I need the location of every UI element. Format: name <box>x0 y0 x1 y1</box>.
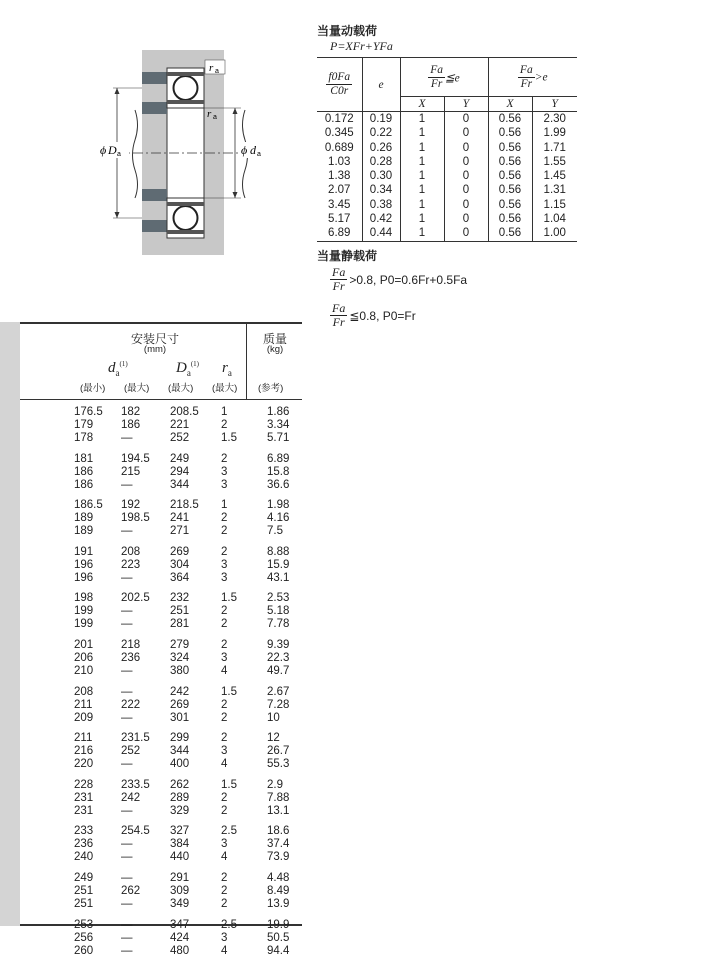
mounting-cell: 384 <box>170 838 190 851</box>
mounting-cell: 186 <box>121 419 141 431</box>
load-table-cell: 0.28 <box>362 155 400 169</box>
header-fa-fr-le-e: $\frac{Fa}{Fr}$ ≦e <box>400 58 488 97</box>
mounting-cell: 182 <box>121 406 141 418</box>
load-table-cell: 0.34 <box>362 183 400 197</box>
mounting-cell: 228 <box>74 778 94 791</box>
mounting-cell: — <box>121 711 133 724</box>
mounting-cell: 380 <box>170 665 190 677</box>
load-table-cell: 1 <box>400 155 444 169</box>
mounting-cell: — <box>121 525 133 538</box>
mounting-cell: 1.86 <box>267 406 290 418</box>
mounting-cell: 4 <box>221 758 228 771</box>
mounting-cell: 4 <box>221 851 228 864</box>
dynamic-load-table <box>317 57 577 242</box>
mounting-cell: 13.9 <box>267 898 290 910</box>
mounting-cell: 233.5 <box>121 778 150 791</box>
mounting-cell: 191 <box>74 545 94 558</box>
load-table-cell: 0.56 <box>488 112 532 127</box>
mounting-cell: 279 <box>170 639 190 651</box>
mounting-cell: 232 <box>170 592 190 605</box>
mounting-cell: 2.67 <box>267 685 290 698</box>
mounting-cell: 233 <box>74 825 94 838</box>
load-table-cell: 0 <box>444 183 488 197</box>
mounting-cell: 26.7 <box>267 745 290 758</box>
mounting-cell: 252 <box>121 745 141 758</box>
load-table-cell: 0.22 <box>362 126 400 140</box>
load-table-cell: 1 <box>400 198 444 212</box>
mounting-cell: 2 <box>221 639 228 651</box>
col-ra-max: (最大) <box>212 383 238 394</box>
mounting-cell: 294 <box>170 465 190 478</box>
load-table-cell: 1.00 <box>532 226 577 241</box>
mounting-cell: 13.1 <box>267 804 290 817</box>
mounting-cell: 7.78 <box>267 618 290 631</box>
mounting-cell: 289 <box>170 791 190 804</box>
mounting-cell: 181 <box>74 452 94 465</box>
load-table-row <box>317 126 577 140</box>
Da-phi-label: ϕ <box>100 143 107 157</box>
mounting-cell: 3 <box>221 465 228 478</box>
mounting-cell: 55.3 <box>267 758 290 771</box>
mounting-cell: 269 <box>170 698 190 711</box>
load-table-row <box>317 112 577 127</box>
load-table-cell: 1.15 <box>532 198 577 212</box>
load-table-cell: 0.56 <box>488 183 532 197</box>
mounting-cell: 2.5 <box>221 918 237 931</box>
load-table-cell: 0.56 <box>488 126 532 140</box>
mounting-cell: 2 <box>221 512 228 525</box>
mounting-cell: 260 <box>74 944 94 957</box>
mounting-cell: 242 <box>170 685 190 698</box>
mounting-cell: 1.98 <box>267 499 290 512</box>
mounting-cell: 211 <box>74 732 93 745</box>
mounting-cell: 2 <box>221 711 228 724</box>
mounting-cell: 10 <box>267 711 280 724</box>
mounting-cell: 254.5 <box>121 825 150 838</box>
bearing-mounting-diagram <box>95 50 275 255</box>
mounting-cell: 3 <box>221 745 228 758</box>
mounting-cell: 223 <box>121 558 141 571</box>
mounting-cell: 349 <box>170 898 190 910</box>
mounting-cell: 208 <box>121 545 141 558</box>
load-table-cell: 0 <box>444 126 488 140</box>
mounting-cell: 2 <box>221 732 228 745</box>
mounting-cell: 179 <box>74 419 94 431</box>
mounting-cell: 36.6 <box>267 478 290 491</box>
mounting-cell: 480 <box>170 944 190 957</box>
load-table-cell: 1.99 <box>532 126 577 140</box>
mounting-cell: 22.3 <box>267 652 290 664</box>
mounting-cell: 262 <box>121 885 141 897</box>
col-da-min: (最小) <box>80 383 106 394</box>
mounting-cell: 208 <box>74 685 94 698</box>
mounting-cell: — <box>121 665 133 677</box>
mounting-cell: 344 <box>170 745 190 758</box>
load-table-cell: 6.89 <box>317 226 362 241</box>
mounting-cell: 3 <box>221 478 228 491</box>
mounting-cell: 7.5 <box>267 525 283 538</box>
da-subscript: a <box>257 151 261 158</box>
load-table-cell: 1.71 <box>532 141 577 155</box>
mass-unit: (kg) <box>266 344 284 355</box>
load-table-cell: 1 <box>400 141 444 155</box>
mounting-cell: 3 <box>221 931 228 944</box>
mounting-cell: 231 <box>74 804 94 817</box>
mounting-cell: 347 <box>170 918 190 931</box>
load-table-cell: 0 <box>444 155 488 169</box>
mounting-cell: — <box>121 931 133 944</box>
load-table-cell: 1 <box>400 212 444 226</box>
mounting-cell: 236 <box>121 652 141 664</box>
mounting-cell: 251 <box>74 898 94 910</box>
load-table-cell: 1 <box>400 126 444 140</box>
mounting-cell: 281 <box>170 618 190 631</box>
mounting-cell: 8.88 <box>267 545 290 558</box>
da-label: d <box>250 143 256 157</box>
mounting-cell: 15.9 <box>267 558 290 571</box>
load-table-row <box>317 155 577 169</box>
mounting-cell: — <box>121 804 133 817</box>
mounting-cell: 1.5 <box>221 778 237 791</box>
mounting-cell: 1.5 <box>221 592 237 605</box>
col-Da-max: (最大) <box>168 383 194 394</box>
mounting-dimensions-table <box>20 322 302 957</box>
mounting-cell: 3.34 <box>267 419 290 431</box>
header-e: e <box>362 58 400 112</box>
dynamic-load-title: 当量动载荷 <box>317 24 378 38</box>
mounting-cell: 7.28 <box>267 698 290 711</box>
mass-title: 质量 <box>262 332 287 346</box>
mounting-cell: 186 <box>74 465 94 478</box>
mounting-cell: — <box>121 918 133 931</box>
mounting-cell: 440 <box>170 851 190 864</box>
ra-top-label: r <box>209 62 214 74</box>
mounting-cell: 4.16 <box>267 512 290 525</box>
mounting-cell: 43.1 <box>267 571 290 584</box>
load-table-cell: 1.55 <box>532 155 577 169</box>
mounting-cell: — <box>121 944 133 957</box>
load-table-cell: 1.03 <box>328 155 351 168</box>
mounting-cell: — <box>121 851 133 864</box>
mounting-cell: 1 <box>221 406 228 418</box>
mounting-cell: 252 <box>170 432 190 444</box>
mounting-cell: 2 <box>221 898 228 910</box>
mounting-cell: 3 <box>221 838 228 851</box>
static-load-condition-2: $\frac{Fa}{Fr}$ ≦0.8, P0=Fr <box>332 301 416 329</box>
mounting-cell: 186 <box>74 478 94 491</box>
load-table-cell: 1.38 <box>328 170 351 183</box>
mounting-cell: 2 <box>221 698 228 711</box>
mounting-cell: 1.5 <box>221 685 237 698</box>
col-mass-ref: (参考) <box>258 383 284 394</box>
mounting-cell: 218 <box>121 639 141 651</box>
mounting-cell: 5.18 <box>267 605 290 618</box>
mounting-cell: 215 <box>121 465 141 478</box>
mounting-cell: 198.5 <box>121 512 150 525</box>
mounting-unit: (mm) <box>143 344 167 355</box>
header-fa-fr-gt-e: $\frac{Fa}{Fr}$ >e <box>488 58 577 97</box>
load-table-cell: 1 <box>400 226 444 241</box>
mounting-cell: 2 <box>221 419 228 431</box>
ra-top-subscript: a <box>215 68 219 75</box>
header-f0Fa-C0r: $\frac{f0Fa}{C0r}$ <box>317 58 362 112</box>
mounting-cell: 3 <box>221 571 228 584</box>
mounting-cell: 242 <box>121 791 141 804</box>
mounting-cell: 2 <box>221 872 228 884</box>
mounting-cell: 194.5 <box>121 452 150 465</box>
mounting-cell: — <box>121 432 133 444</box>
load-table-cell: 0 <box>444 141 488 155</box>
load-table-cell: 0 <box>444 198 488 212</box>
mounting-cell: 309 <box>170 885 190 897</box>
load-table-row <box>317 141 577 155</box>
mounting-cell: 5.71 <box>267 432 290 444</box>
mounting-cell: 178 <box>74 432 94 444</box>
load-table-cell: 2.07 <box>328 184 351 197</box>
mounting-cell: 299 <box>170 732 190 745</box>
mounting-cell: 201 <box>74 639 94 651</box>
mounting-cell: 2.5 <box>221 825 237 838</box>
load-table-row <box>317 226 577 241</box>
mounting-cell: 2.53 <box>267 592 290 605</box>
load-table-cell: 1 <box>400 169 444 183</box>
load-table-cell: 5.17 <box>328 213 351 226</box>
mounting-cell: 251 <box>74 885 94 897</box>
mounting-cell: 4 <box>221 944 228 957</box>
mounting-cell: 221 <box>170 419 190 431</box>
mounting-cell: 269 <box>170 545 190 558</box>
load-table-cell: 0.44 <box>362 226 400 241</box>
mounting-cell: 249 <box>74 872 94 884</box>
mounting-cell: — <box>121 758 133 771</box>
load-table-cell: 0.38 <box>362 198 400 212</box>
mounting-cell: 2 <box>221 605 228 618</box>
load-table-cell: 0.42 <box>362 212 400 226</box>
mounting-cell: 196 <box>74 558 94 571</box>
load-table-cell: 2.30 <box>532 112 577 127</box>
load-table-cell: 0.26 <box>362 141 400 155</box>
mounting-cell: 2 <box>221 525 228 538</box>
static-load-condition-1: $\frac{Fa}{Fr}$ >0.8, P0=0.6Fr+0.5Fa <box>332 265 468 293</box>
header-x1: X <box>400 97 444 112</box>
header-y2: Y <box>532 97 577 112</box>
mounting-cell: 199 <box>74 605 94 618</box>
load-table-cell: 1 <box>400 112 444 127</box>
mounting-cell: 220 <box>74 758 94 771</box>
mounting-cell: 186.5 <box>74 499 103 512</box>
mounting-cell: 209 <box>74 711 94 724</box>
da-phi-label: ϕ <box>241 143 248 157</box>
mounting-cell: 2 <box>221 791 228 804</box>
mounting-cell: 222 <box>121 698 141 711</box>
mounting-cell: 400 <box>170 758 190 771</box>
load-table-cell: 0.56 <box>488 198 532 212</box>
col-da-max: (最大) <box>124 383 150 394</box>
mounting-cell: 253 <box>74 918 94 931</box>
mounting-cell: — <box>121 898 133 910</box>
load-table-cell: 0.172 <box>324 113 354 125</box>
symbol-ra: $r_a$ <box>222 360 232 378</box>
load-table-cell: 1.31 <box>532 183 577 197</box>
mounting-cell: 249 <box>170 452 190 465</box>
mounting-cell: — <box>121 605 133 618</box>
ra-side-subscript: a <box>213 114 217 121</box>
mounting-cell: 199 <box>74 618 94 631</box>
load-table-cell: 0.30 <box>362 169 400 183</box>
mounting-cell: 49.7 <box>267 665 290 677</box>
symbol-Da: $D_a^{(1)}$ <box>176 360 200 378</box>
mounting-cell: 1.5 <box>221 432 237 444</box>
mounting-cell: — <box>121 685 133 698</box>
mounting-cell: 15.8 <box>267 465 290 478</box>
load-table-cell: 0.56 <box>488 212 532 226</box>
header-x2: X <box>488 97 532 112</box>
mounting-cell: 6.89 <box>267 452 290 465</box>
symbol-da: $d_a^{(1)}$ <box>108 360 128 378</box>
mounting-cell: 9.39 <box>267 639 290 651</box>
mounting-cell: 2 <box>221 885 228 897</box>
mounting-cell: 1 <box>221 499 228 512</box>
mounting-cell: 424 <box>170 931 190 944</box>
mounting-cell: 211 <box>74 698 93 711</box>
mounting-cell: — <box>121 571 133 584</box>
mounting-cell: 364 <box>170 571 190 584</box>
mounting-cell: 2.9 <box>267 778 283 791</box>
mounting-cell: 2 <box>221 452 228 465</box>
Da-label: D <box>108 143 117 157</box>
load-table-row <box>317 198 577 212</box>
load-table-row <box>317 183 577 197</box>
mounting-cell: 3 <box>221 652 228 664</box>
mounting-cell: 216 <box>74 745 94 758</box>
mounting-cell: 210 <box>74 665 94 677</box>
mounting-cell: 236 <box>74 838 94 851</box>
mounting-cell: 329 <box>170 804 190 817</box>
ra-side-label: r <box>207 108 212 120</box>
load-table-cell: 0.56 <box>488 169 532 183</box>
mounting-cell: 291 <box>170 872 190 884</box>
mounting-cell: — <box>121 478 133 491</box>
static-load-title: 当量静载荷 <box>317 249 378 263</box>
load-table-cell: 3.45 <box>328 198 351 211</box>
mounting-cell: — <box>121 838 133 851</box>
mounting-cell: 7.88 <box>267 791 290 804</box>
mounting-cell: 218.5 <box>170 499 199 512</box>
load-table-cell: 0.56 <box>488 155 532 169</box>
mounting-cell: 94.4 <box>267 944 290 957</box>
mounting-cell: 196 <box>74 571 94 584</box>
mounting-cell: 344 <box>170 478 190 491</box>
mounting-cell: 4.48 <box>267 872 290 884</box>
mounting-cell: 251 <box>170 605 190 618</box>
mounting-cell: 208.5 <box>170 406 199 418</box>
mounting-cell: 262 <box>170 778 190 791</box>
mounting-cell: 176.5 <box>74 406 103 418</box>
load-table-cell: 0.345 <box>324 127 354 140</box>
load-table-cell: 1 <box>400 183 444 197</box>
load-table-cell: 0 <box>444 212 488 226</box>
header-y1: Y <box>444 97 488 112</box>
dynamic-load-formula: P=XFr+YFa <box>330 39 393 53</box>
mounting-cell: 4 <box>221 665 228 677</box>
load-table-cell: 0.19 <box>362 112 400 127</box>
mounting-cell: 202.5 <box>121 592 150 605</box>
load-table-cell: 0.56 <box>488 226 532 241</box>
mounting-cell: 231 <box>74 791 94 804</box>
load-table-cell: 1.04 <box>532 212 577 226</box>
mounting-cell: 271 <box>170 525 190 538</box>
load-table-cell: 0 <box>444 169 488 183</box>
mounting-cell: 19.9 <box>267 918 290 931</box>
ball-icon <box>174 206 198 230</box>
mounting-cell: 192 <box>121 499 141 512</box>
load-table-row <box>317 169 577 183</box>
left-shade-bar <box>0 322 20 926</box>
mounting-cell: 8.49 <box>267 885 290 897</box>
mounting-cell: 18.6 <box>267 825 290 838</box>
Da-subscript: a <box>117 151 121 158</box>
load-table-cell: 0 <box>444 112 488 127</box>
mounting-cell: 231.5 <box>121 732 150 745</box>
mounting-cell: 324 <box>170 652 190 664</box>
mounting-title: 安装尺寸 <box>130 332 179 346</box>
mounting-cell: 256 <box>74 931 94 944</box>
mounting-cell: 327 <box>170 825 190 838</box>
mounting-cell: 241 <box>170 512 190 525</box>
mounting-cell: 189 <box>74 512 94 525</box>
mounting-cell: 73.9 <box>267 851 290 864</box>
mounting-cell: 304 <box>170 558 190 571</box>
load-table-row <box>317 212 577 226</box>
mounting-cell: 189 <box>74 525 94 538</box>
mounting-cell: — <box>121 618 133 631</box>
load-table-cell: 0.689 <box>324 141 354 154</box>
mounting-cell: 2 <box>221 804 228 817</box>
mounting-cell: 50.5 <box>267 931 290 944</box>
ball-icon <box>174 76 198 100</box>
load-table-cell: 0.56 <box>488 141 532 155</box>
mounting-cell: 3 <box>221 558 228 571</box>
mounting-cell: 206 <box>74 652 94 664</box>
mounting-cell: 12 <box>267 732 280 745</box>
mounting-cell: 301 <box>170 711 190 724</box>
mounting-cell: 2 <box>221 618 228 631</box>
mounting-cell: 198 <box>74 592 94 605</box>
mounting-cell: 37.4 <box>267 838 290 851</box>
mounting-cell: 240 <box>74 851 94 864</box>
mounting-cell: — <box>121 872 133 884</box>
load-table-cell: 0 <box>444 226 488 241</box>
load-table-cell: 1.45 <box>532 169 577 183</box>
mounting-cell: 2 <box>221 545 228 558</box>
